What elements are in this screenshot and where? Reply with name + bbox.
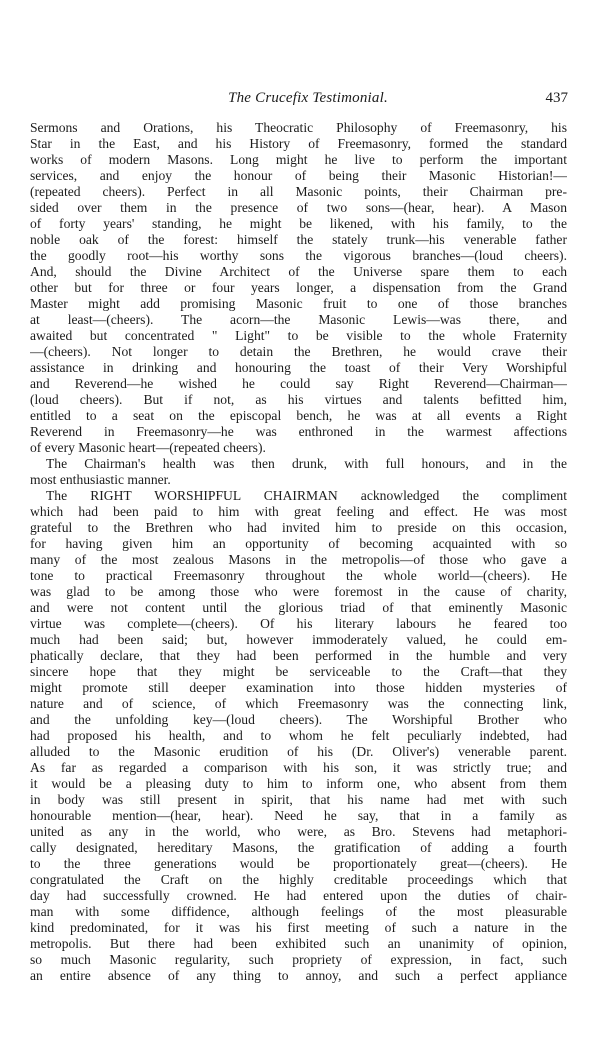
text-line: noble oak of the forest: himself the stately trunk—his venerable father xyxy=(30,232,567,247)
text-line: so much Masonic regularity, such propriety of expression, in fact, such xyxy=(30,952,567,967)
text-line: And, should the Divine Architect of the Universe spare them to each xyxy=(30,264,567,279)
text-line: was glad to be among those who were foremost in the cause of charity, xyxy=(30,584,567,599)
text-line: day had successfully crowned. He had entered upon the duties of chair- xyxy=(30,888,567,903)
text-line: —(cheers). Not longer to detain the Brethren, he would crave their xyxy=(30,344,567,359)
text-line: grateful to the Brethren who had invited him to preside on this occasion, xyxy=(30,520,567,535)
text-line: sincere hope that they might be serviceable to the Craft—that they xyxy=(30,664,567,679)
text-line: had proposed his health, and to whom he felt peculiarly indebted, had xyxy=(30,728,567,743)
text-line: it would be a pleasing duty to him to inform one, who absent from them xyxy=(30,776,567,791)
text-line: honourable mention—(hear, hear). Need he say, that in a family as xyxy=(30,808,567,823)
running-title: The Crucefix Testimonial. xyxy=(228,90,388,106)
text-line: Reverend in Freemasonry—he was enthroned in the warmest affections xyxy=(30,424,567,439)
text-line: the goodly root—his worthy sons the vigorous branches—(loud cheers). xyxy=(30,248,567,263)
text-line: As far as regarded a comparison with his son, it was strictly true; and xyxy=(30,760,567,775)
text-line: tone to practical Freemasonry throughout the whole world—(cheers). He xyxy=(30,568,567,583)
text-line: and the unfolding key—(loud cheers). The Worshipful Brother who xyxy=(30,712,567,727)
text-line: an entire absence of any thing to annoy, and such a perfect appliance xyxy=(30,968,567,983)
text-line: metropolis. But there had been exhibited such an unanimity of opinion, xyxy=(30,936,567,951)
page-number: 437 xyxy=(545,90,568,106)
text-line: congratulated the Craft on the highly creditable proceedings which that xyxy=(30,872,567,887)
text-line: (loud cheers). But if not, as his virtues and talents befitted him, xyxy=(30,392,567,407)
text-line: for having given him an opportunity of becoming acquainted with so xyxy=(30,536,567,551)
text-line: works of modern Masons. Long might he live to perform the important xyxy=(30,152,567,167)
text-line: The RIGHT WORSHIPFUL CHAIRMAN acknowledged the compliment xyxy=(46,488,567,503)
text-line: most enthusiastic manner. xyxy=(30,472,171,487)
text-line: cally designated, hereditary Masons, the gratification of adding a fourth xyxy=(30,840,567,855)
text-line: Sermons and Orations, his Theocratic Philosophy of Freemasonry, his xyxy=(30,120,567,135)
text-line: at least—(cheers). The acorn—the Masonic Lewis—was there, and xyxy=(30,312,567,327)
text-line: man with some diffidence, although feelings of the most pleasurable xyxy=(30,904,567,919)
text-line: of forty years' standing, he might be likened, with his family, to the xyxy=(30,216,567,231)
text-line: The Chairman's health was then drunk, with full honours, and in the xyxy=(46,456,567,471)
text-line: united as any in the world, who were, as Bro. Stevens had metaphori- xyxy=(30,824,567,839)
text-line: kind predominated, for it was his first meeting of such a nature in the xyxy=(30,920,567,935)
text-line: might promote still deeper examination into those hidden mysteries of xyxy=(30,680,567,695)
text-line: and were not content until the glorious triad of that eminently Masonic xyxy=(30,600,567,615)
running-head xyxy=(30,90,586,110)
body-text xyxy=(30,120,567,984)
text-line: services, and enjoy the honour of being their Masonic Historian!— xyxy=(30,168,567,183)
text-line: in body was still present in spirit, that his name had met with such xyxy=(30,792,567,807)
text-line: Master might add promising Masonic fruit to one of those branches xyxy=(30,296,567,311)
text-line: assistance in drinking and honouring the toast of their Very Worshipful xyxy=(30,360,567,375)
text-line: much had been said; but, however immoderately valued, he could em- xyxy=(30,632,567,647)
text-line: (repeated cheers). Perfect in all Masonic points, their Chairman pre- xyxy=(30,184,567,199)
text-line: nature and of science, of which Freemasonry was the connecting link, xyxy=(30,696,567,711)
text-line: and Reverend—he wished he could say Right Reverend—Chairman— xyxy=(30,376,567,391)
text-line: virtue was complete—(cheers). Of his literary labours he feared too xyxy=(30,616,567,631)
text-line: many of the most zealous Masons in the metropolis—of those who gave a xyxy=(30,552,567,567)
text-line: alluded to the Masonic erudition of his (Dr. Oliver's) venerable parent. xyxy=(30,744,567,759)
text-line: sided over them in the presence of two sons—(hear, hear). A Mason xyxy=(30,200,567,215)
text-line: which had been paid to him with great feeling and effect. He was most xyxy=(30,504,567,519)
text-line: Star in the East, and his History of Freemasonry, formed the standard xyxy=(30,136,567,151)
text-line: other but for three or four years longer, a dispensation from the Grand xyxy=(30,280,567,295)
text-line: of every Masonic heart—(repeated cheers). xyxy=(30,440,266,455)
text-line: phatically declare, that they had been performed in the humble and very xyxy=(30,648,567,663)
text-line: awaited but concentrated " Light" to be visible to the whole Fraternity xyxy=(30,328,567,343)
text-line: entitled to a seat on the episcopal bench, he was at all events a Right xyxy=(30,408,567,423)
text-line: to the three generations would be proportionately great—(cheers). He xyxy=(30,856,567,871)
